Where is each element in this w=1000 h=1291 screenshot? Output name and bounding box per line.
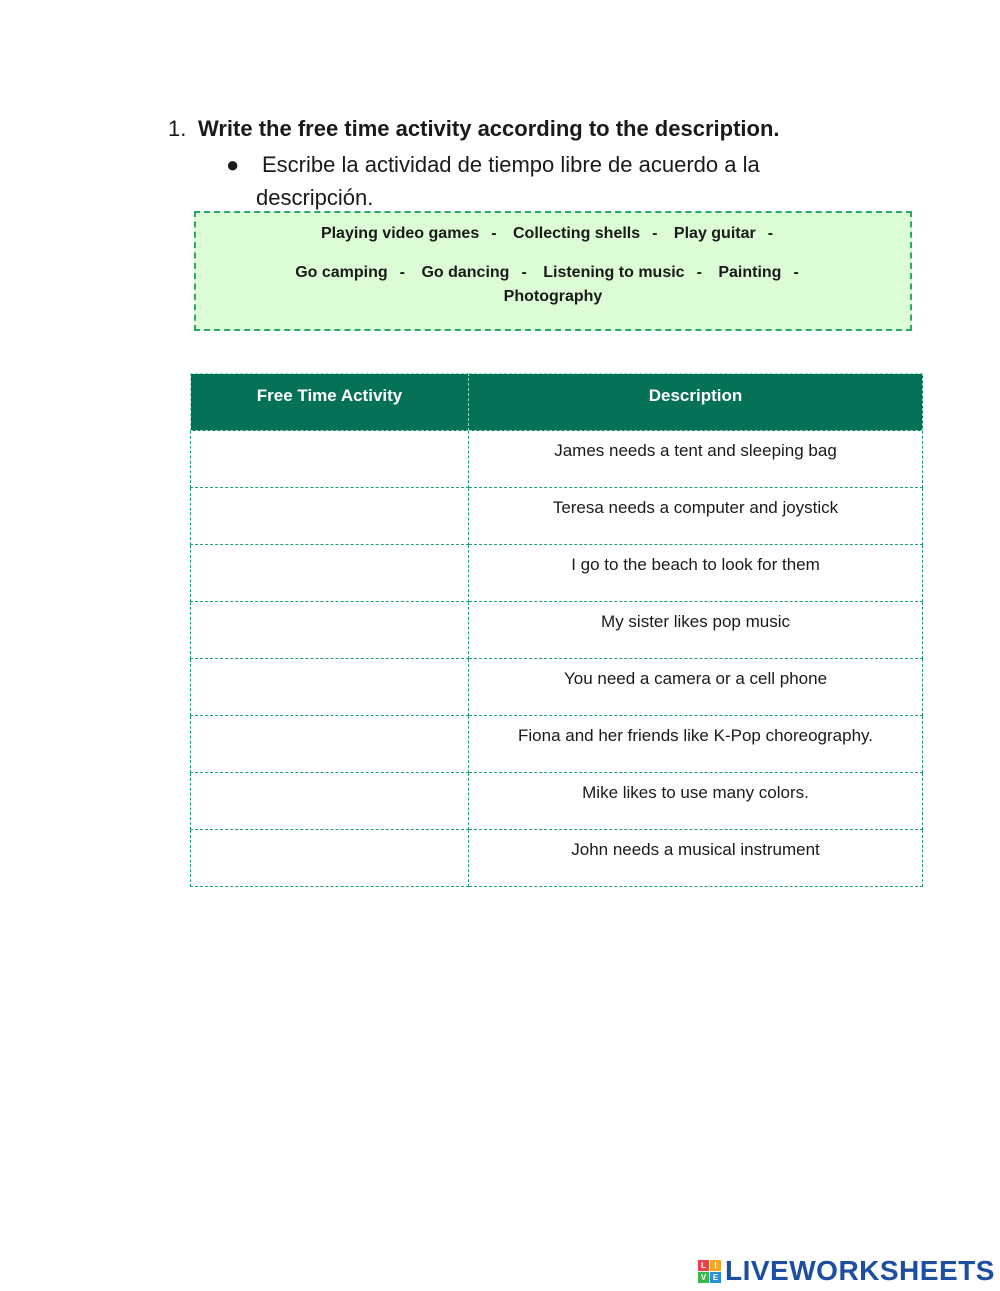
row1-item: Playing video games [320,225,480,242]
liveworksheets-logo [698,1255,995,1287]
activity-answer-cell[interactable] [191,545,469,602]
description-cell: Fiona and her friends like K-Pop choreography. [469,716,923,773]
row2-item: Painting [718,264,782,281]
row2-item: Photography [503,288,603,305]
logo-block: V [698,1272,709,1283]
activity-answer-cell[interactable] [191,830,469,887]
activity-answer-cell[interactable] [191,602,469,659]
word-separator: - [399,264,405,281]
instruction-text: Escribe la actividad de tiempo libre de acuerdo a la descripción. [256,152,760,210]
logo-block: L [698,1260,709,1271]
instruction-spanish [226,148,846,214]
row2-item: Listening to music [543,264,685,281]
activity-answer-cell[interactable] [191,716,469,773]
table-row [191,830,923,887]
header-free-time-activity: Free Time Activity [191,374,469,431]
activity-table [190,373,923,887]
row1-item: Collecting shells [513,225,641,242]
word-bank-row-2 [246,261,860,309]
word-separator: - [521,264,527,281]
description-cell: Teresa needs a computer and joystick [469,488,923,545]
description-cell: You need a camera or a cell phone [469,659,923,716]
description-cell: Mike likes to use many colors. [469,773,923,830]
logo-block: I [710,1260,721,1271]
logo-mark [698,1260,721,1283]
description-cell: John needs a musical instrument [469,830,923,887]
row1-item: Play guitar [673,225,756,242]
table-row [191,773,923,830]
question-number: 1. [168,116,187,141]
activity-answer-cell[interactable] [191,488,469,545]
activity-answer-cell[interactable] [191,431,469,488]
description-cell: My sister likes pop music [469,602,923,659]
table-row [191,659,923,716]
table-row [191,602,923,659]
description-cell: I go to the beach to look for them [469,545,923,602]
table-row [191,545,923,602]
table-header-row [191,374,923,431]
table-row [191,431,923,488]
question-title: Write the free time activity according to the description. [198,116,780,141]
question-heading [168,116,780,142]
header-description: Description [469,374,923,431]
word-separator: - [793,264,799,281]
activity-answer-cell[interactable] [191,659,469,716]
word-bank-row-1 [196,225,910,243]
description-cell: James needs a tent and sleeping bag [469,431,923,488]
bullet-icon: ● [226,152,240,177]
logo-text: LIVEWORKSHEETS [725,1255,995,1286]
word-bank [194,211,912,331]
table-row [191,716,923,773]
logo-block: E [710,1272,721,1283]
activity-answer-cell[interactable] [191,773,469,830]
word-separator: - [767,225,774,242]
row2-item: Go dancing [421,264,510,281]
word-separator: - [491,225,497,242]
word-separator: - [652,225,658,242]
row2-item: Go camping [295,264,388,281]
word-separator: - [696,264,702,281]
table-row [191,488,923,545]
